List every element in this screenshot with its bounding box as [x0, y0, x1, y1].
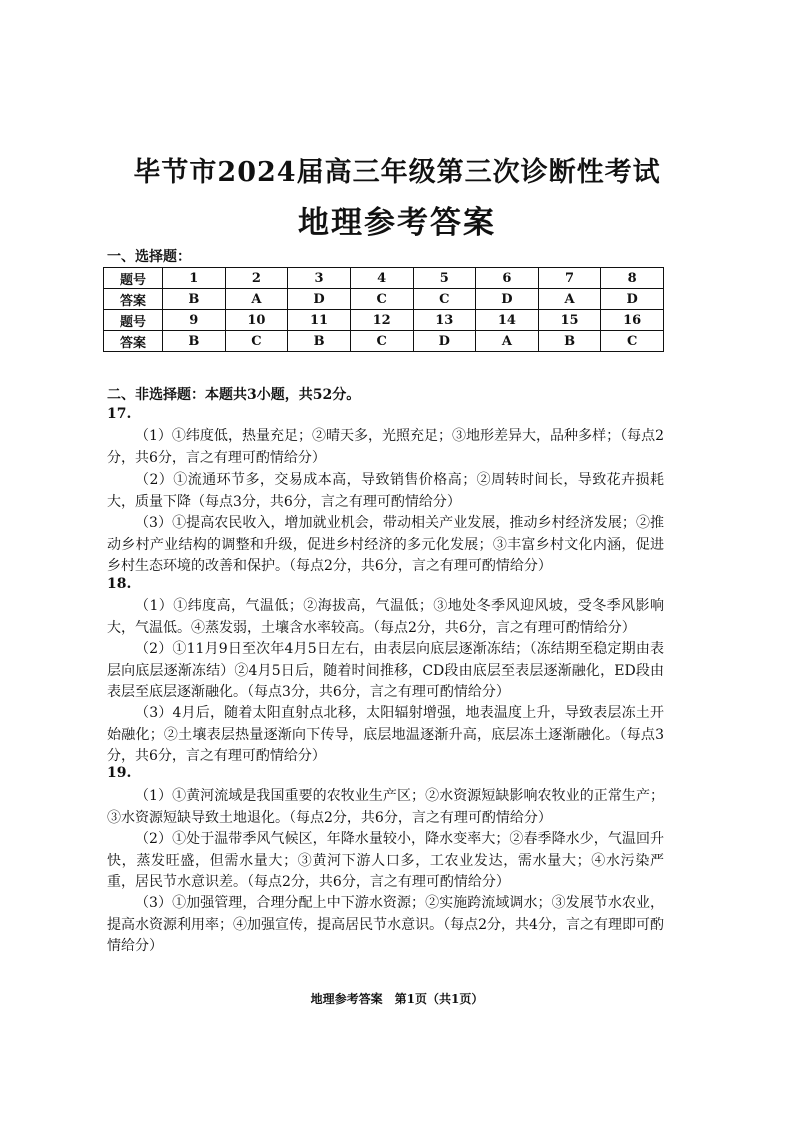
answer-table-cell: 9: [163, 310, 226, 331]
question-18-part-2: （2）①11月9日至次年4月5日左右，由表层向底层逐渐冻结；（冻结期至稳定期由表层向底层逐渐冻结）②4月5日后，随着时间推移，CD段由底层至表层逐渐融化，ED段由表层至底层逐渐融化。（每点3分，共6分，言之有理可酌情给分）: [107, 641, 664, 700]
question-18-part-3: （3）4月后，随着太阳直射点北移，太阳辐射增强，地表温度上升，导致表层冻土开始融化；②土壤表层热量逐渐向下传导，底层地温逐渐升高，底层冻土逐渐融化。（每点3分，共6分，言之有理可酌情给分）: [107, 705, 664, 764]
answer-table-cell: B: [163, 331, 226, 352]
answer-table-row-label: 答案: [104, 331, 163, 352]
answer-table-row-label: 题号: [104, 268, 163, 289]
section-2-heading: 二、非选择题：本题共3小题，共52分。: [107, 387, 361, 403]
answer-table-cell: 2: [225, 268, 288, 289]
question-17-number: 17.: [107, 406, 132, 422]
answer-table-cell: C: [350, 289, 413, 310]
question-19-part-3: （3）①加强管理，合理分配上中下游水资源；②实施跨流域调水；③发展节水农业，提高水资源利用率；④加强宣传，提高居民节水意识。（每点2分，共4分，言之有理即可酌情给分）: [107, 895, 664, 954]
answer-table-cell: D: [413, 331, 476, 352]
question-17-part-3: （3）①提高农民收入，增加就业机会，带动相关产业发展，推动乡村经济发展；②推动乡村产业结构的调整和升级，促进乡村经济的多元化发展；③丰富乡村文化内涵，促进乡村生态环境的改善和保护。（每点2分，共6分，言之有理可酌情给分）: [107, 515, 664, 574]
answer-table-cell: D: [288, 289, 351, 310]
answer-table-cell: B: [538, 331, 601, 352]
page-footer: 地理参考答案 第1页（共1页）: [310, 992, 484, 1006]
answer-table-cell: 12: [350, 310, 413, 331]
answer-table-row: [104, 268, 664, 289]
answer-table-cell: C: [601, 331, 664, 352]
answer-table-row-label: 答案: [104, 289, 163, 310]
answer-table-row-label: 题号: [104, 310, 163, 331]
question-19-number: 19.: [107, 765, 132, 781]
question-18-number: 18.: [107, 576, 132, 592]
answer-table-cell: D: [601, 289, 664, 310]
answer-table-row: [104, 289, 664, 310]
answer-table-cell: A: [225, 289, 288, 310]
multiple-choice-answer-table: [103, 267, 664, 352]
answer-table-cell: B: [288, 331, 351, 352]
answer-table-cell: 11: [288, 310, 351, 331]
answer-table-cell: 14: [476, 310, 539, 331]
answer-table-cell: 4: [350, 268, 413, 289]
answer-table-cell: 7: [538, 268, 601, 289]
answer-table-cell: A: [476, 331, 539, 352]
answer-table-cell: A: [538, 289, 601, 310]
question-18-part-1: （1）①纬度高，气温低；②海拔高，气温低；③地处冬季风迎风坡，受冬季风影响大，气温低。④蒸发弱，土壤含水率较高。（每点2分，共6分，言之有理可酌情给分）: [107, 598, 664, 636]
answer-table-cell: 1: [163, 268, 226, 289]
answer-table-cell: 5: [413, 268, 476, 289]
question-17-part-2: （2）①流通环节多，交易成本高，导致销售价格高；②周转时间长，导致花卉损耗大，质量下降（每点3分，共6分，言之有理可酌情给分）: [107, 472, 664, 510]
answer-table-cell: 13: [413, 310, 476, 331]
answer-table-cell: 10: [225, 310, 288, 331]
answer-table-cell: B: [163, 289, 226, 310]
answer-table-cell: 15: [538, 310, 601, 331]
question-19-part-1: （1）①黄河流域是我国重要的农牧业生产区；②水资源短缺影响农牧业的正常生产；③水资源短缺导致土地退化。（每点2分，共6分，言之有理可酌情给分）: [107, 788, 664, 826]
answer-table-cell: 8: [601, 268, 664, 289]
answer-table-cell: 3: [288, 268, 351, 289]
answer-table-row: [104, 310, 664, 331]
exam-title: 毕节市2024届高三年级第三次诊断性考试: [133, 157, 661, 188]
document-subtitle: 地理参考答案: [298, 205, 496, 241]
answer-table-row: [104, 331, 664, 352]
answer-table-cell: 6: [476, 268, 539, 289]
answer-table-cell: C: [413, 289, 476, 310]
question-19-part-2: （2）①处于温带季风气候区，年降水量较小，降水变率大；②春季降水少，气温回升快，蒸发旺盛，但需水量大；③黄河下游人口多，工农业发达，需水量大；④水污染严重，居民节水意识差。（每点2分，共6分，言之有理可酌情给分）: [107, 831, 664, 890]
answer-table-cell: C: [350, 331, 413, 352]
section-1-heading: 一、选择题：: [107, 249, 191, 265]
question-17-part-1: （1）①纬度低，热量充足；②晴天多，光照充足；③地形差异大，品种多样；（每点2分，共6分，言之有理可酌情给分）: [107, 428, 664, 466]
answer-table-cell: 16: [601, 310, 664, 331]
answer-table-cell: C: [225, 331, 288, 352]
answer-table-cell: D: [476, 289, 539, 310]
